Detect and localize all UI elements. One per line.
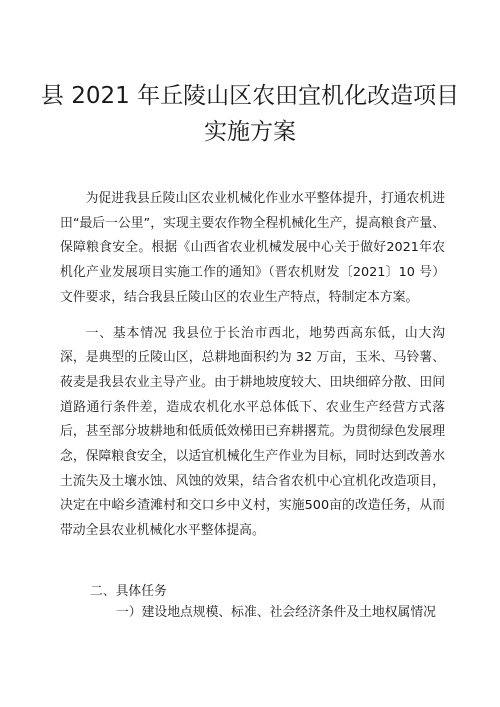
section-heading-tasks: 二、具体任务 <box>90 584 167 599</box>
title-line-2: 实施方案 <box>204 119 296 145</box>
document-title <box>40 83 460 146</box>
paragraph-intro: 为促进我县丘陵山区农业机械化作业水平整体提升，打通农机进田“最后一公里”，实现主要农作物全程机械化生产，提高粮食产量、保障粮食安全。根据《山西省农业机械发展中心关于做好2021年农机化产业发展项目实施工作的通知》（晋农机财发〔2021〕10 号）文件要求，结合我县丘陵山区的农业生产特点，特制定本方案。 <box>60 191 445 305</box>
document-body <box>60 187 445 544</box>
subsection-heading-site: 一）建设地点规模、标准、社会经济条件及土地权属情况 <box>116 605 436 620</box>
title-line-1: 县 2021 年丘陵山区农田宜机化改造项目 <box>40 83 460 109</box>
paragraph-basic-situation: 一、基本情况 我县位于长治市西北，地势西高东低，山大沟深，是典型的丘陵山区，总耕地面积约为 32 万亩，玉米、马铃薯、莜麦是我县农业主导产业。由于耕地坡度较大、田块细碎分散、田间道路通行条件差，造成农机化水平总体低下、农业生产经营方式落后，甚至部分坡耕地和低质低效梯田已弃耕撂荒。为贯彻绿色发展理念，保障粮食安全，以适宜机械化生产作业为目标，同时达到改善水土流失及土壤水蚀、风蚀的效果，结合省农机中心宜机化改造项目，决定在中峪乡渣滩村和交口乡中义村，实施500亩的改造任务，从而带动全县农业机械化水平整体提高。 <box>60 325 445 539</box>
